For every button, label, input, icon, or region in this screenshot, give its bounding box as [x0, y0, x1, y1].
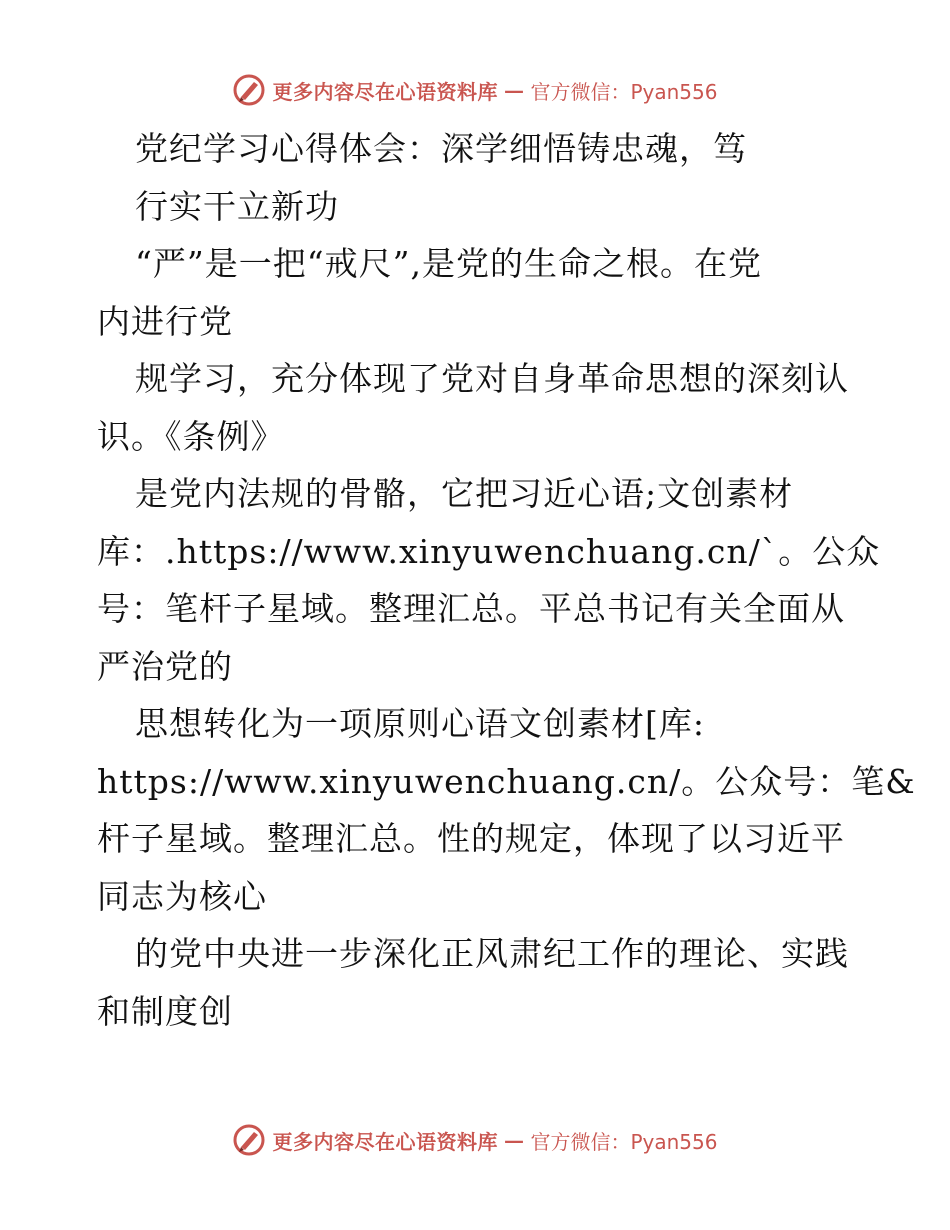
document-body [97, 120, 916, 1040]
text-line: 和制度创 [97, 991, 233, 1031]
wechat-text: 官方微信：Pyan556 [530, 79, 718, 104]
brand-text: 更多内容尽在心语资料库 [272, 1129, 498, 1154]
text-line: 规学习，充分体现了党对自身革命思想的深刻认 [135, 359, 849, 398]
text-line: 同志为核心 [97, 876, 267, 916]
text-line: 是党内法规的骨骼，它把习近心语;文创素材 [135, 474, 794, 513]
text-line: 严治党的 [97, 646, 233, 686]
text-line: 的党中央进一步深化正风肃纪工作的理论、实践 [135, 934, 849, 973]
text-line: 识。《条例》 [97, 416, 285, 456]
wechat-text: 官方微信：Pyan556 [530, 1129, 718, 1154]
text-line: https://www.xinyuwenchuang.cn/。公众号：笔& [97, 761, 916, 801]
banner-separator: — [503, 78, 525, 102]
text-line: 内进行党 [97, 301, 233, 341]
quill-pen-logo-icon [232, 1123, 266, 1157]
text-line: “严”是一把“戒尺”,是党的生命之根。在党 [135, 244, 762, 283]
brand-text: 更多内容尽在心语资料库 [272, 79, 498, 104]
text-line: 思想转化为一项原则心语文创素材[库: [135, 704, 705, 743]
header-banner [0, 70, 950, 110]
text-line: 行实干立新功 [135, 186, 339, 226]
banner-separator: — [503, 1128, 525, 1152]
quill-pen-logo-icon [232, 73, 266, 107]
text-line: 党纪学习心得体会：深学细悟铸忠魂，笃 [135, 129, 747, 168]
text-line: 库：.https://www.xinyuwenchuang.cn/`。公众 [97, 531, 881, 571]
text-line: 杆子星域。整理汇总。性的规定，体现了以习近平 [97, 819, 845, 858]
footer-banner [0, 1120, 950, 1160]
text-line: 号：笔杆子星域。整理汇总。平总书记有关全面从 [97, 589, 845, 628]
